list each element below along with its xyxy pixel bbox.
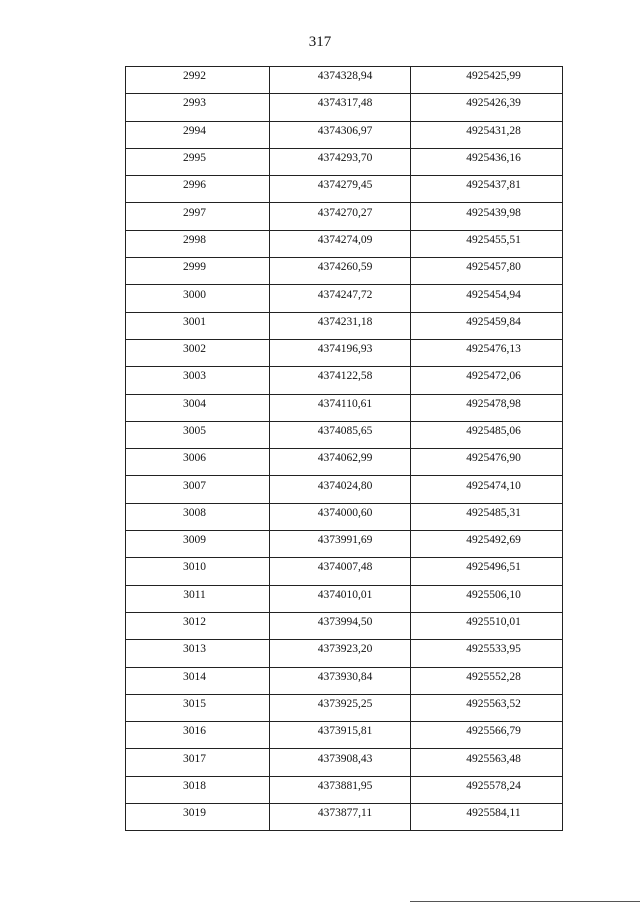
x-coordinate-cell (270, 640, 411, 667)
x-coordinate-text: 4374085,65 (317, 425, 373, 437)
y-coordinate-cell (411, 230, 563, 257)
x-coordinate-cell (270, 367, 411, 394)
x-coordinate-cell (270, 67, 411, 94)
x-coordinate-cell (270, 421, 411, 448)
point-number-text: 3009 (183, 534, 206, 547)
y-coordinate-text: 4925478,98 (466, 397, 521, 410)
y-coordinate-cell (411, 449, 563, 476)
point-number-text: 3015 (183, 697, 206, 710)
y-coordinate-cell (411, 94, 563, 121)
y-coordinate-text: 4925492,69 (466, 534, 521, 547)
point-number-text: 3007 (183, 479, 206, 492)
y-coordinate-text: 4925436,16 (466, 152, 521, 165)
point-number-text: 2997 (183, 206, 206, 219)
y-coordinate-cell (411, 667, 563, 694)
y-coordinate-text: 4925510,01 (466, 616, 521, 629)
point-number-text: 2994 (183, 124, 206, 137)
y-coordinate-text: 4925476,90 (466, 452, 521, 465)
y-coordinate-text: 4925506,10 (466, 588, 521, 601)
x-coordinate-cell (270, 667, 411, 694)
y-coordinate-text: 4925485,31 (466, 506, 521, 519)
y-coordinate-text: 4925474,10 (466, 479, 521, 492)
x-coordinate-cell (270, 312, 411, 339)
y-coordinate-cell (411, 694, 563, 721)
point-number-cell (126, 694, 270, 721)
x-coordinate-cell (270, 449, 411, 476)
x-coordinate-text: 4373915,81 (317, 725, 373, 738)
y-coordinate-cell (411, 148, 563, 175)
y-coordinate-cell (411, 367, 563, 394)
point-number-text: 3000 (183, 288, 206, 301)
y-coordinate-cell (411, 285, 563, 312)
x-coordinate-text: 4374110,61 (317, 397, 373, 410)
y-coordinate-cell (411, 203, 563, 230)
table-row (126, 148, 563, 175)
y-coordinate-text: 4925439,98 (466, 206, 521, 219)
y-coordinate-cell (411, 121, 563, 148)
table-row (126, 285, 563, 312)
table-row (126, 367, 563, 394)
x-coordinate-text: 4373877,11 (317, 807, 373, 820)
y-coordinate-text: 4925459,84 (466, 315, 521, 328)
y-coordinate-text: 4925457,80 (466, 261, 521, 274)
y-coordinate-text: 4925533,95 (466, 643, 521, 656)
y-coordinate-text: 4925578,24 (466, 779, 521, 792)
table-row (126, 585, 563, 612)
point-number-cell (126, 558, 270, 585)
x-coordinate-text: 4373923,20 (317, 643, 373, 656)
coordinates-table (125, 66, 563, 831)
x-coordinate-cell (270, 203, 411, 230)
y-coordinate-text: 4925552,28 (466, 670, 521, 683)
x-coordinate-cell (270, 94, 411, 121)
y-coordinate-cell (411, 585, 563, 612)
y-coordinate-cell (411, 312, 563, 339)
point-number-text: 3017 (183, 752, 206, 765)
y-coordinate-text: 4925455,51 (466, 233, 521, 246)
point-number-text: 3011 (183, 588, 206, 601)
y-coordinate-cell (411, 531, 563, 558)
table-row (126, 558, 563, 585)
point-number-text: 3019 (183, 807, 206, 820)
y-coordinate-cell (411, 339, 563, 366)
y-coordinate-text: 4925472,06 (466, 370, 521, 383)
y-coordinate-cell (411, 67, 563, 94)
point-number-text: 3006 (183, 452, 206, 465)
point-number-cell (126, 722, 270, 749)
point-number-cell (126, 312, 270, 339)
table-row (126, 94, 563, 121)
y-coordinate-text: 4925437,81 (466, 179, 521, 192)
x-coordinate-text: 4374122,58 (317, 370, 373, 383)
point-number-cell (126, 394, 270, 421)
y-coordinate-text: 4925454,94 (466, 288, 521, 301)
x-coordinate-cell (270, 176, 411, 203)
x-coordinate-cell (270, 258, 411, 285)
coordinates-table-body (126, 67, 563, 831)
point-number-cell (126, 640, 270, 667)
point-number-cell (126, 94, 270, 121)
point-number-text: 2999 (183, 261, 206, 274)
y-coordinate-text: 4925563,52 (466, 697, 521, 710)
y-coordinate-cell (411, 503, 563, 530)
table-row (126, 776, 563, 803)
x-coordinate-text: 4374231,18 (317, 315, 373, 328)
x-coordinate-text: 4374024,80 (317, 479, 373, 492)
y-coordinate-text: 4925566,79 (466, 725, 521, 738)
table-row (126, 176, 563, 203)
point-number-text: 3016 (183, 725, 206, 738)
table-row (126, 67, 563, 94)
y-coordinate-cell (411, 176, 563, 203)
table-row (126, 394, 563, 421)
point-number-cell (126, 285, 270, 312)
x-coordinate-cell (270, 531, 411, 558)
table-row (126, 230, 563, 257)
y-coordinate-cell (411, 640, 563, 667)
scan-edge-line (410, 901, 640, 902)
point-number-text: 2995 (183, 152, 206, 165)
x-coordinate-cell (270, 230, 411, 257)
x-coordinate-cell (270, 476, 411, 503)
point-number-text: 3005 (183, 425, 206, 437)
y-coordinate-cell (411, 612, 563, 639)
point-number-cell (126, 667, 270, 694)
y-coordinate-text: 4925563,48 (466, 752, 521, 765)
table-row (126, 449, 563, 476)
point-number-cell (126, 176, 270, 203)
y-coordinate-cell (411, 776, 563, 803)
x-coordinate-cell (270, 285, 411, 312)
point-number-text: 3001 (183, 315, 206, 328)
x-coordinate-text: 4373925,25 (317, 697, 373, 710)
table-row (126, 312, 563, 339)
table-row (126, 476, 563, 503)
point-number-text: 2998 (183, 233, 206, 246)
x-coordinate-cell (270, 804, 411, 831)
point-number-text: 3013 (183, 643, 206, 656)
x-coordinate-text: 4374000,60 (317, 506, 373, 519)
point-number-cell (126, 531, 270, 558)
table-row (126, 749, 563, 776)
table-row (126, 339, 563, 366)
point-number-text: 3010 (183, 561, 206, 574)
point-number-text: 3003 (183, 370, 206, 383)
y-coordinate-cell (411, 749, 563, 776)
x-coordinate-text: 4374010,01 (317, 588, 373, 601)
x-coordinate-cell (270, 585, 411, 612)
y-coordinate-text: 4925496,51 (466, 561, 521, 574)
table-row (126, 258, 563, 285)
table-row (126, 612, 563, 639)
table-row (126, 121, 563, 148)
y-coordinate-text: 4925476,13 (466, 343, 521, 356)
point-number-cell (126, 230, 270, 257)
point-number-cell (126, 612, 270, 639)
point-number-cell (126, 339, 270, 366)
point-number-text: 2992 (183, 70, 206, 83)
point-number-cell (126, 749, 270, 776)
x-coordinate-cell (270, 612, 411, 639)
x-coordinate-cell (270, 558, 411, 585)
y-coordinate-text: 4925431,28 (466, 124, 521, 137)
y-coordinate-text: 4925425,99 (466, 70, 521, 83)
y-coordinate-cell (411, 394, 563, 421)
x-coordinate-text: 4374247,72 (317, 288, 373, 301)
table-row (126, 421, 563, 448)
y-coordinate-cell (411, 476, 563, 503)
x-coordinate-cell (270, 722, 411, 749)
x-coordinate-text: 4374062,99 (317, 452, 373, 465)
table-row (126, 503, 563, 530)
point-number-text: 3014 (183, 670, 206, 683)
y-coordinate-text: 4925426,39 (466, 97, 521, 110)
point-number-text: 2993 (183, 97, 206, 110)
point-number-cell (126, 421, 270, 448)
point-number-text: 2996 (183, 179, 206, 192)
x-coordinate-text: 4374260,59 (317, 261, 373, 274)
x-coordinate-cell (270, 394, 411, 421)
page-number: 317 (308, 34, 332, 50)
table-row (126, 531, 563, 558)
point-number-cell (126, 367, 270, 394)
x-coordinate-text: 4373908,43 (317, 752, 373, 765)
y-coordinate-cell (411, 258, 563, 285)
point-number-cell (126, 804, 270, 831)
point-number-cell (126, 449, 270, 476)
point-number-cell (126, 585, 270, 612)
point-number-cell (126, 476, 270, 503)
x-coordinate-cell (270, 339, 411, 366)
table-row (126, 640, 563, 667)
x-coordinate-text: 4373930,84 (317, 670, 373, 683)
x-coordinate-cell (270, 776, 411, 803)
x-coordinate-text: 4374317,48 (317, 97, 373, 110)
y-coordinate-text: 4925485,06 (466, 425, 521, 437)
y-coordinate-cell (411, 804, 563, 831)
point-number-text: 3004 (183, 397, 206, 410)
x-coordinate-text: 4373994,50 (317, 616, 373, 629)
point-number-text: 3018 (183, 779, 206, 792)
y-coordinate-cell (411, 722, 563, 749)
x-coordinate-text: 4374274,09 (317, 233, 373, 246)
point-number-text: 3012 (183, 616, 206, 629)
y-coordinate-text: 4925584,11 (466, 807, 521, 820)
x-coordinate-text: 4374270,27 (317, 206, 373, 219)
table-row (126, 203, 563, 230)
x-coordinate-text: 4373881,95 (317, 779, 373, 792)
table-row (126, 722, 563, 749)
point-number-cell (126, 258, 270, 285)
x-coordinate-cell (270, 148, 411, 175)
x-coordinate-cell (270, 503, 411, 530)
point-number-cell (126, 148, 270, 175)
x-coordinate-text: 4374279,45 (317, 179, 373, 192)
x-coordinate-text: 4374196,93 (317, 343, 373, 356)
table-row (126, 667, 563, 694)
x-coordinate-text: 4374293,70 (317, 152, 373, 165)
x-coordinate-text: 4374007,48 (317, 561, 373, 574)
x-coordinate-text: 4374328,94 (317, 70, 373, 83)
x-coordinate-cell (270, 694, 411, 721)
point-number-cell (126, 776, 270, 803)
x-coordinate-cell (270, 121, 411, 148)
point-number-cell (126, 121, 270, 148)
table-row (126, 694, 563, 721)
point-number-text: 3002 (183, 343, 206, 356)
x-coordinate-text: 4374306,97 (317, 124, 373, 137)
point-number-cell (126, 67, 270, 94)
x-coordinate-cell (270, 749, 411, 776)
table-row (126, 804, 563, 831)
y-coordinate-cell (411, 558, 563, 585)
point-number-cell (126, 203, 270, 230)
point-number-cell (126, 503, 270, 530)
y-coordinate-cell (411, 421, 563, 448)
point-number-text: 3008 (183, 506, 206, 519)
x-coordinate-text: 4373991,69 (317, 534, 373, 547)
